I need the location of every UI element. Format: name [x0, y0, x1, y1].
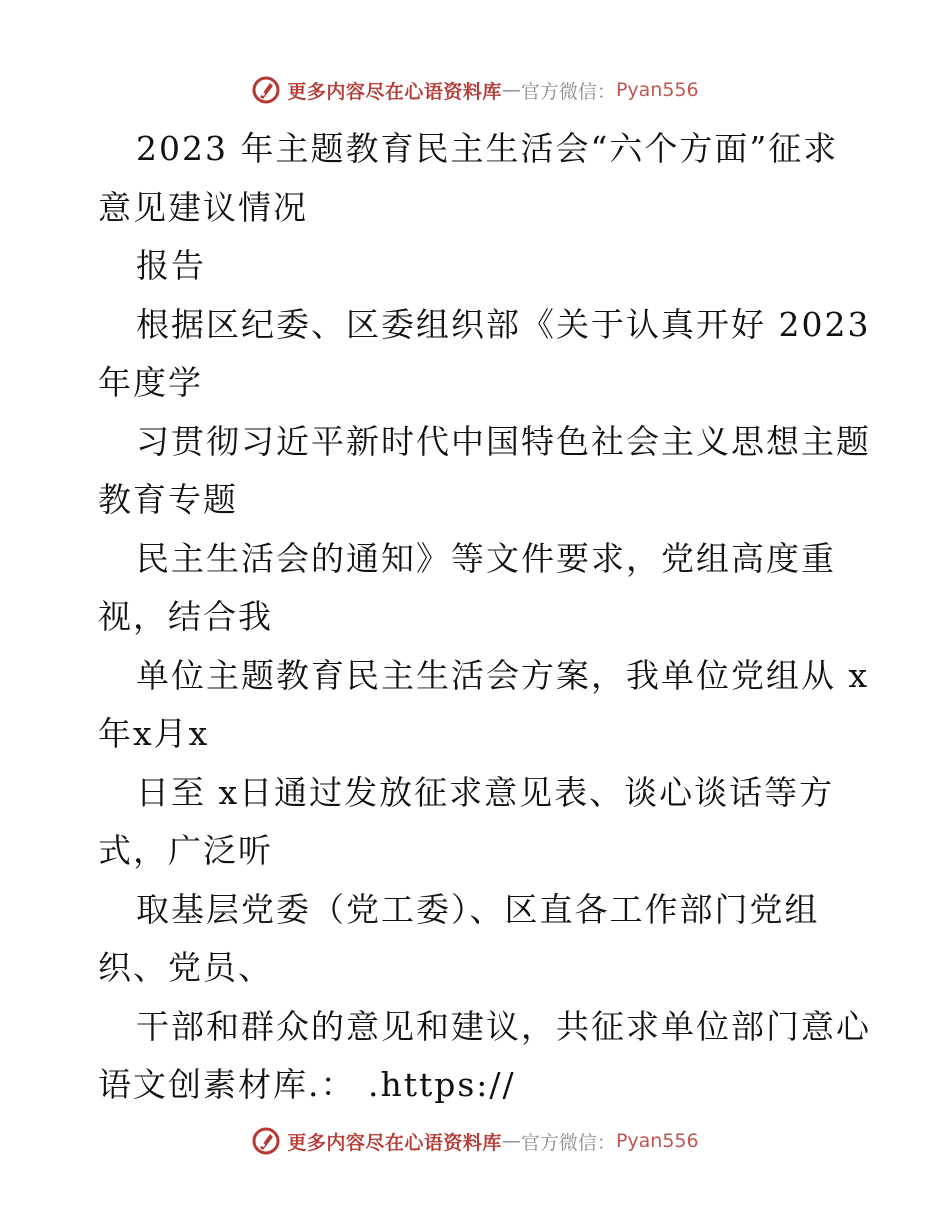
watermark-main-text: 更多内容尽在心语资料库 — [287, 1131, 502, 1154]
body-line: 日至 x日通过发放征求意见表、谈心谈话等方 — [136, 772, 835, 812]
body-line: 干部和群众的意见和建议，共征求单位部门意心 — [136, 1006, 871, 1046]
body-line: 织、党员、 — [98, 948, 273, 987]
body-line: 式，广泛听 — [98, 831, 273, 870]
watermark-contact-id: Pyan556 — [615, 1130, 699, 1152]
body-line: 年度学 — [98, 363, 203, 402]
body-line: 视，结合我 — [98, 597, 273, 636]
watermark-dash: — — [501, 79, 521, 101]
body-line: 教育专题 — [98, 480, 238, 519]
watermark-contact-label: 官方微信： — [520, 80, 616, 103]
watermark-dash: — — [501, 1130, 521, 1152]
header-watermark — [0, 70, 950, 110]
body-line: 取基层党委（党工委）、区直各工作部门党组 — [136, 889, 820, 929]
watermark-contact-label: 官方微信： — [520, 1131, 616, 1154]
body-line: 民主生活会的通知》等文件要求，党组高度重 — [136, 538, 836, 578]
pen-nib-circle-icon — [251, 75, 281, 105]
pen-nib-circle-icon — [251, 1126, 281, 1156]
body-line: 习贯彻习近平新时代中国特色社会主义思想主题 — [136, 421, 871, 461]
footer-watermark — [0, 1121, 950, 1161]
title-line-3: 报告 — [136, 246, 206, 285]
body-line: 年x月x — [98, 714, 210, 753]
body-line: 单位主题教育民主生活会方案，我单位党组从 x — [136, 655, 870, 695]
body-line: 语文创素材库.： .https:// — [98, 1065, 516, 1104]
title-line-1: 2023 年主题教育民主生活会“六个方面”征求 — [136, 129, 839, 168]
watermark-contact-id: Pyan556 — [615, 79, 699, 101]
watermark-main-text: 更多内容尽在心语资料库 — [287, 80, 502, 103]
title-line-2: 意见建议情况 — [98, 187, 308, 227]
document-body — [98, 120, 871, 1115]
body-line: 根据区纪委、区委组织部《关于认真开好 2023 — [136, 304, 871, 344]
